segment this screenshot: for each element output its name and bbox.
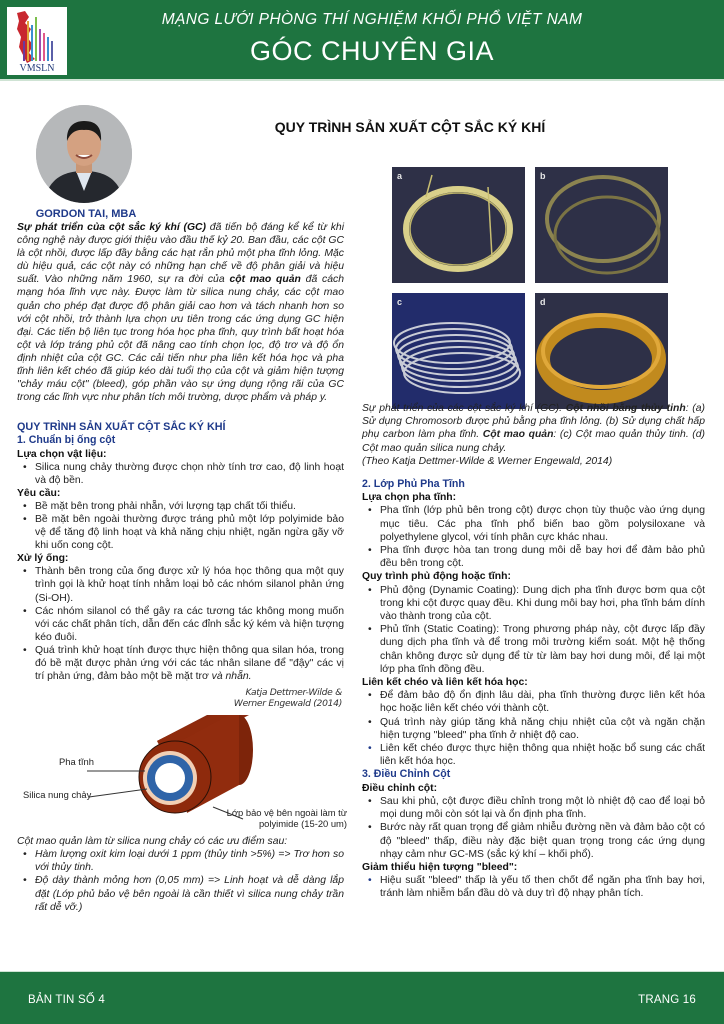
- list-item: • Pha tĩnh được hòa tan trong dung môi dễ bay hơi để đảm bảo phủ đều bên trong cột.: [362, 544, 705, 570]
- caption-source: (Theo Katja Dettmer-Wilde & Werner Engewald, 2014): [362, 455, 613, 467]
- list-item-text-italic: và nhẵn.: [211, 671, 252, 683]
- photo-caption: [362, 402, 705, 468]
- photo-c-glass-capillary: [392, 293, 525, 409]
- right-column: [362, 402, 705, 901]
- logo-text: VMSLN: [19, 63, 55, 74]
- step1-heading: 1. Chuẩn bị ống cột: [17, 434, 116, 447]
- intro-bold-lead: Sự phát triển của cột sắc ký khí (GC): [17, 222, 207, 233]
- caption-bold: Cột mao quản: [482, 429, 554, 441]
- conditioning-label: Điều chỉnh cột:: [362, 782, 438, 794]
- label-fused-silica: Silica nung chảy: [23, 789, 92, 801]
- column-photos-figure: [392, 167, 642, 397]
- list-item: • Liên kết chéo được thực hiện thông qua nhiệt hoặc bổ sung các chất liên kết hóa học.: [362, 742, 705, 768]
- article-title: QUY TRÌNH SẢN XUẤT CỘT SẮC KÝ KHÍ: [274, 119, 546, 135]
- photo-label: d: [540, 297, 546, 307]
- page-footer: [0, 971, 724, 1024]
- requirements-label: Yêu cầu:: [17, 487, 61, 499]
- list-item: • Phủ động (Dynamic Coating): Dung dịch pha tĩnh được bơm qua cột trong khi cột được quay đều. Khi dung môi bay hơi, pha tĩnh bám dính vào thành trong của cột.: [362, 584, 705, 624]
- crosslink-label: Liên kết chéo và liên kết hóa học:: [362, 677, 528, 689]
- step2-heading: 2. Lớp Phủ Pha Tĩnh: [362, 478, 465, 491]
- photo-label: c: [397, 297, 403, 307]
- intro-text: đã tiến bộ đáng kể kể từ khi công nghệ này được giới thiệu vào đầu thế kỷ 20. Ban đầu, các cột GC là cột nhồi, được lấp đầy bằng các hạt rắn phủ một pha tĩnh lỏng. Mặc dù hiệu quả, các cột này có những hạn chế về độ phân giải và hiệu suất. Vào những năm 1960, sự ra đời của: [17, 222, 345, 286]
- list-item: • Phủ tĩnh (Static Coating): Trong phương pháp này, cột được lấp đầy dung dịch pha tĩnh và để trong môi trường kiểm soát. Một hệ thống chân không được sử dụng để từ từ làm bay hơi dung môi, để lại một lớp pha tĩnh đồng đều.: [362, 623, 705, 676]
- author-photo: [36, 105, 132, 203]
- list-item-text: Quá trình khử hoạt tính được thực hiện thông qua silan hóa, trong đó bề mặt được phản ứng với các tác nhân silane để "đậy" các vị trí phản ứng, đảm bảo một bề mặt trơ: [35, 644, 344, 683]
- coating-process-label: Quy trình phủ động hoặc tĩnh:: [362, 571, 511, 583]
- intro-bold-term: cột mao quản: [229, 274, 301, 286]
- advantages-intro: Cột mao quản làm từ silica nung chảy có các ưu điểm sau:: [17, 836, 288, 848]
- intro-text: đã cách mạng hóa lĩnh vực này. Được làm từ silica nung chảy, các cột mao quản cho phép đạt được độ phân giải cao hơn và tách nhanh hơn so với cột nhồi, trở thành lựa chọn ưu tiên trong các ứng dụng GC hiện đại. Các tiến bộ liên tục trong hóa học pha tĩnh, quy trình bất hoạt hóa cột và lớp tráng phủ cột đã nâng cao tính chọn lọc, độ trơ và độ ổn định nhiệt của cột GC. Các cải tiến như pha liên kết hóa học và pha tĩnh liên kết chéo đã giúp kéo dài tuổi thọ của cột và giảm hiện tượng "chảy máu cột" (bleed), góp phần vào sự ứng dụng rộng rãi của GC trong các lĩnh vực như phân tích môi trường, dược phẩm và pháp y.: [17, 274, 345, 404]
- list-item: • Pha tĩnh (lớp phủ bên trong cột) được chọn tùy thuộc vào ứng dụng mục tiêu. Các pha tĩnh phổ biến bao gồm polysiloxane và polyethylene glycol, với tính phân cực khác nhau.: [362, 504, 705, 544]
- list-item: [17, 644, 344, 683]
- person-avatar-icon: [36, 105, 132, 203]
- page-number: TRANG 16: [638, 994, 696, 1006]
- caption-text: : (c) Cột mao quản thủy tinh. (d) Cột mao quản silica nung chảy.: [362, 429, 705, 454]
- step3-heading: 3. Điều Chỉnh Cột: [362, 768, 451, 781]
- caption-text: Sự phát triển của các cột sắc ký khí (GC).: [362, 403, 566, 414]
- list-item: • Silica nung chảy thường được chọn nhờ tính trơ cao, độ linh hoạt và độ bền.: [17, 461, 344, 487]
- capillary-cross-section-figure: [17, 685, 347, 830]
- list-item: • Độ dày thành mỏng hơn (0,05 mm) => Linh hoạt và dễ dàng lắp đặt (Lớp phủ bảo vệ bên ngoài là cần thiết vì silica nung chảy trần rất dễ vỡ.): [17, 874, 344, 913]
- network-name: MẠNG LƯỚI PHÒNG THÍ NGHIỆM KHỐI PHỔ VIỆT NAM: [161, 11, 583, 28]
- section-header-title: GÓC CHUYÊN GIA: [249, 36, 495, 66]
- photo-d-fused-silica-capillary: [535, 293, 668, 409]
- photo-label: b: [540, 171, 546, 181]
- material-label: Lựa chọn vật liệu:: [17, 448, 107, 460]
- treatment-label: Xử lý ống:: [17, 553, 69, 565]
- list-item: • Để đảm bảo độ ổn định lâu dài, pha tĩnh thường được liên kết hóa học hoặc liên kết chéo với thành cột.: [362, 689, 705, 715]
- bleed-label: Giảm thiểu hiện tượng "bleed":: [362, 861, 518, 873]
- label-stationary-phase: Pha tĩnh: [59, 756, 94, 768]
- list-item: • Bề mặt bên ngoài thường được tráng phủ một lớp polyimide bảo vệ để tăng độ linh hoạt và khả năng chịu nhiệt, ngăn ngừa gãy vỡ khi uốn cong cột.: [17, 513, 344, 552]
- page-header: [0, 0, 724, 81]
- section-heading: QUY TRÌNH SẢN XUẤT CỘT SẮC KÝ KHÍ: [17, 421, 226, 434]
- left-column: [17, 221, 347, 914]
- issue-number: BẢN TIN SỐ 4: [28, 994, 105, 1006]
- select-phase-label: Lựa chọn pha tĩnh:: [362, 492, 457, 504]
- caption-text: : (a) Sử dụng Chromosorb được phủ bằng pha tĩnh lỏng. (b) Sử dụng chất hấp phụ carbon làm pha tĩnh.: [362, 403, 705, 441]
- list-item: • Hàm lượng oxit kim loại dưới 1 ppm (thủy tinh >5%) => Trơ hơn so với thủy tinh.: [17, 848, 344, 874]
- list-item: • Thành bên trong của ống được xử lý hóa học thông qua một quy trình gọi là khử hoạt tính nhằm loại bỏ các nhóm silanol phản ứng (Si-OH).: [17, 565, 344, 604]
- list-item: • Bề mặt bên trong phải nhẵn, với lượng tạp chất tối thiểu.: [17, 500, 344, 513]
- list-item: • Sau khi phủ, cột được điều chỉnh trong một lò nhiệt độ cao để loại bỏ mọi dung môi còn sót lại và ổn định pha tĩnh.: [362, 795, 705, 821]
- list-item: • Các nhóm silanol có thể gây ra các tương tác không mong muốn với các chất phân tích, dẫn đến các đỉnh sắc ký kém và hiện tượng kéo đuôi.: [17, 605, 344, 644]
- list-item: • Quá trình này giúp tăng khả năng chịu nhiệt của cột và ngăn chặn hiện tượng "bleed" pha tĩnh ở nhiệt độ cao.: [362, 716, 705, 742]
- label-polyimide-coating: Lớp bảo vệ bên ngoài làm từ polyimide (15-20 um): [226, 807, 347, 830]
- author-name: GORDON TAI, MBA: [35, 208, 137, 220]
- list-item: • Hiệu suất "bleed" thấp là yếu tố then chốt để ngăn pha tĩnh bay hơi, tránh làm nhiễm bẩn đầu dò và duy trì độ nhạy phân tích.: [362, 874, 705, 900]
- photo-b-packed-carbon-column: [535, 167, 668, 283]
- list-item: • Bước này rất quan trọng để giảm nhiễu đường nền và đảm bảo cột có độ "bleed" thấp, điều này đặc biệt quan trọng trong các ứng dụng nhạy cảm như GC-MS (sắc ký khí – khối phổ).: [362, 821, 705, 861]
- photo-label: a: [397, 171, 403, 181]
- caption-bold: Cột nhồi bằng thủy tinh: [565, 403, 686, 414]
- photo-a-packed-glass-column: [392, 167, 525, 283]
- figure-credit: Katja Dettmer-Wilde & Werner Engewald (2014): [233, 687, 342, 710]
- intro-paragraph: [17, 221, 344, 404]
